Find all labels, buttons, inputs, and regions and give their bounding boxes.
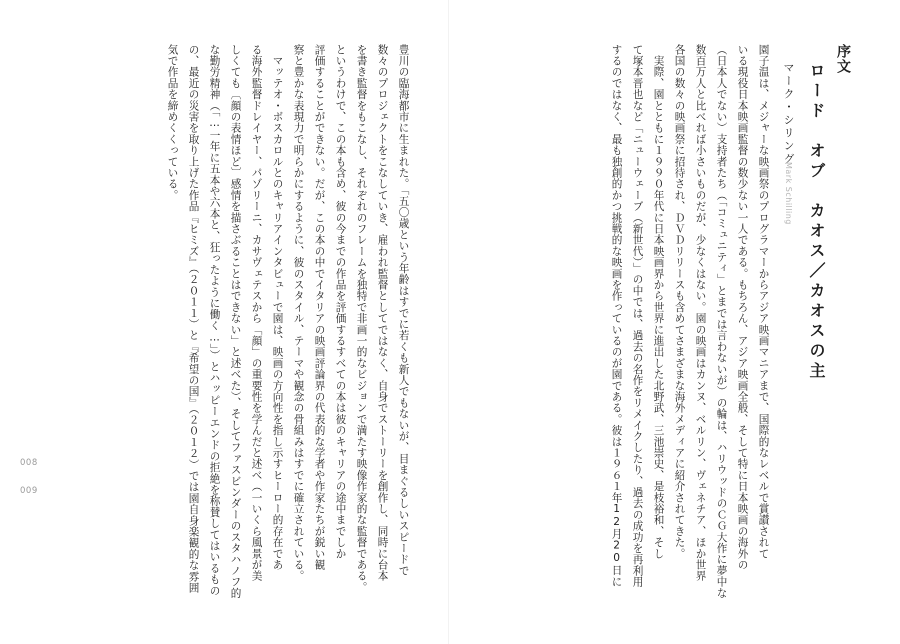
body-line: しくても〔顔の表情ほど〕感情を描さぶることはできない」と述べた）、そしてファスビンダーのスタハノフ的	[229, 44, 242, 599]
chapter-label: 序文	[835, 44, 851, 74]
body-line: 評価することができない。だが、この本の中でイタリアの映画評論界の代表的な学者や作家たちが鋭い観	[313, 44, 326, 571]
body-line: 気で作品を締めくくっている。	[166, 44, 179, 201]
body-line: というわけで、この本も含め、彼の今までの作品を評価するすべての本は彼のキャリアの途中までしか	[334, 44, 347, 560]
body-line: 各国の数々の映画祭に招待され、ＤＶＤリリースも含めてさまざまな海外メディアに紹介されてきた。	[673, 44, 686, 560]
body-line: て塚本晋也など「ニューウェーブ（新世代）」の中では、過去の名作をリメイクしたり、過去の成功を再利用	[631, 44, 644, 588]
body-line: 数々のプロジェクトをこなしていき、雇われ監督としてではなく、自身でストーリーを創作し、同時に台本	[376, 44, 389, 582]
chapter-title: ロード オブ カオス／カオスの主	[807, 62, 826, 382]
body-line: の、最近の災害を取り上げた作品『ヒミズ』（２０１１）と『希望の国』（２０１２）では園自身楽観的な雰囲	[187, 44, 200, 594]
body-line: いる現役日本映画監督の数少ない一人である。もちろん、アジア映画全般、そして特に日本映画の海外の	[736, 44, 749, 571]
body-line: 数百万人と比べれば小さいものだが、少なくはない。園の映画はカンヌ、ベルリン、ヴェネチア、ほか世界	[694, 44, 707, 582]
body-line: 豊川の臨海都市に生まれた。「五〇歳という年齢はすでに若くも新人でもないが、目まぐるしいスピードで	[397, 44, 410, 577]
page-number-left-top: 008	[20, 458, 38, 468]
body-line: （日本人でない）支持者たち（「コミュニティ」とまでは言わないが）の輪は、ハリウッドのＣＧ大作に夢中な	[715, 44, 728, 599]
page-gutter	[448, 0, 449, 644]
author-name-ja: マーク・シリング	[782, 62, 795, 166]
body-line: る海外監督ドレイヤー、パゾリーニ、カサヴェテスから「顔」の重要性を学んだと述べ（一いくら風景が美	[250, 44, 263, 582]
page-number-left-bottom: 009	[20, 486, 38, 496]
author-name-en: Mark Schilling	[784, 162, 793, 225]
body-line: を書き監督をもこなし、それぞれのフレームを独特で非画一的なビジョンで満たす映像作家的な監督である。	[355, 44, 368, 593]
body-line: マッテオ・ボスカロルとのキャリアインタビューで園は、映画の方向性を指し示すヒーロー的存在であ	[271, 44, 284, 571]
body-line: するのではなく、最も独創的かつ挑戦的な映画を作っているのが園である。彼は１９６１年12月20日に	[610, 44, 623, 588]
body-line: 園子温は、メジャーな映画祭のプログラマーからアジア映画マニアまで、国際的なレベルで賞讃されて	[757, 44, 770, 560]
body-line: 実際、園とともに１９９０年代に日本映画界から世界に進出した北野武、三池崇史、是枝裕和、そし	[652, 44, 665, 560]
body-line: な勤労精神（「…一年に五本や六本と、狂ったように働く…」）とハッピーエンドの拒絶を称賛してはいるもの	[208, 44, 221, 597]
body-line: 察と豊かな表現力で明らかにするように、彼のスタイル、テーマや観念の骨組みはすでに確立されている。	[292, 44, 305, 582]
